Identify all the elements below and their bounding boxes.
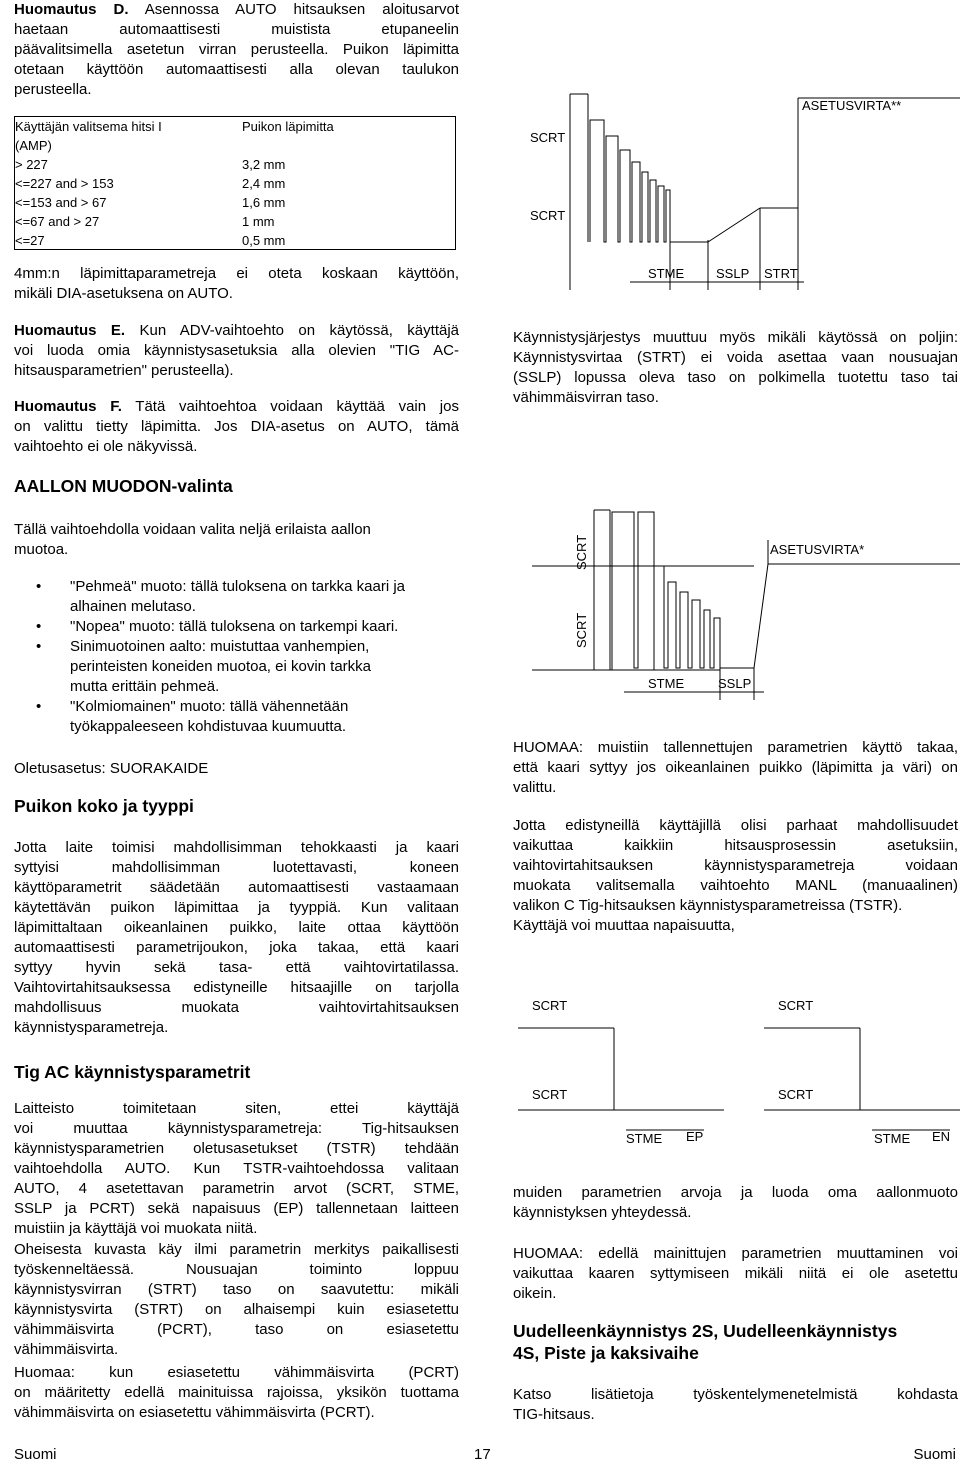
diagram1-caption: Käynnistysjärjestys muuttuu myös mikäli käytössä on poljin: Käynnistysvirtaa (STRT) ei voida asettaa vaan nousuajan (SSLP) lopussa oleva taso on polkimella tuotettu taso tai vähimmäisvirran taso. <box>513 329 958 406</box>
table-cell-range: > 227 <box>15 157 48 172</box>
label-asetusvirta: ASETUSVIRTA** <box>802 98 902 113</box>
note-d <box>14 0 459 100</box>
table-cell-range: <=27 <box>15 233 45 248</box>
list-item: • Sinimuotoinen aalto: muistuttaa vanhempien, perinteisten koneiden muotoa, ei kovin tarkka mutta erittäin pehmeä. <box>36 638 372 695</box>
list-item: • "Kolmiomainen" muoto: tällä vähennetään työkappaleeseen kohdistuvaa kuumuutta. <box>36 698 349 735</box>
advanced-paragraph: Jotta edistyneillä käyttäjillä olisi parhaat mahdollisuudet vaikuttaa kaikkiin hitsausprosessin asetuksiin, vaihtovirtahitsauksen käynnistysparametreja voidaan muokata valitsemalla vaihtoehto MANL (manuaalinen) valikon C Tig-hitsauksen käynnistysparametreissa (TSTR). Käyttäjä voi muuttaa napaisuutta, <box>513 817 958 934</box>
label-stme: STME <box>626 1131 663 1146</box>
label-sslp: SSLP <box>716 266 750 281</box>
label-scrt: SCRT <box>530 130 566 145</box>
start-sequence-diagram-pedal <box>514 80 960 290</box>
restart-heading: Uudelleenkäynnistys 2S, Uudelleenkäynnistys 4S, Piste ja kaksivaihe <box>513 1321 898 1363</box>
note-d-line: perusteella. <box>14 81 92 98</box>
note-d-line: päävalitsimella asetetun virran perusteella. Puikon läpimitta <box>14 41 459 58</box>
note-e: Huomautus E. Kun ADV-vaihtoehto on käytössä, käyttäjä voi luoda omia käynnistysasetuksia alla olevien "TIG AC- hitsausparametrien" perusteella). <box>14 322 460 379</box>
list-item: • "Pehmeä" muoto: tällä tuloksena on tarkka kaari ja alhainen melutaso. <box>36 578 405 615</box>
waveform-list <box>0 577 460 737</box>
table-cell-diameter: 2,4 mm <box>242 176 286 191</box>
label-strt: STRT <box>764 266 798 281</box>
note-e-label: Huomautus E. <box>14 322 126 339</box>
label-scrt: SCRT <box>778 998 814 1013</box>
table-cell-diameter: 0,5 mm <box>242 233 286 248</box>
polarity-diagrams <box>514 980 960 1150</box>
label-sslp: SSLP <box>718 676 752 691</box>
electrode-heading: Puikon koko ja tyyppi <box>14 796 194 816</box>
table-cell-range: <=153 and > 67 <box>15 195 107 210</box>
huomaa-paragraph-2: HUOMAA: edellä mainittujen parametrien muuttaminen voi vaikuttaa kaaren syttymiseen mikäli niitä ei ole asetettu oikein. <box>513 1245 958 1302</box>
table-cell-range: <=227 and > 153 <box>15 176 114 191</box>
label-scrt: SCRT <box>574 612 589 648</box>
label-scrt: SCRT <box>532 1087 568 1102</box>
label-ep: EP <box>686 1129 704 1144</box>
note-d-line: haetaan automaattisesti muistista etupaneelin <box>14 21 459 38</box>
electrode-paragraph: Jotta laite toimisi mahdollisimman tehokkaasti ja kaari syttyisi mahdollisimman luotettavasti, koneen käyttöparametrit säädetään automaattisesti vastaamaan käytettävän puikon läpimittaa ja tyyppiä. Kun valitaan läpimittaltaan oikeanlainen puikko, laite ottaa käyttöön automaattisesti parametrijoukon, joka takaa, että kaari syttyy hyvin sekä tasa- että vaihtovirtatilassa. Vaihtovirtahitsauksessa edistyneille hitsaajille on tarjolla mahdollisuus muokata vaihtovirtahitsauksen käynnistysparametreja. <box>14 839 459 1036</box>
electrode-diameter-table <box>14 116 456 250</box>
footer-language-left: Suomi <box>14 1446 57 1463</box>
label-scrt: SCRT <box>778 1087 814 1102</box>
note-f: Huomautus F. Tätä vaihtoehtoa voidaan käyttää vain jos on valittu tietty läpimitta. Jos DIA-asetus on AUTO, tämä vaihtoehto ei ole näkyvissä. <box>14 398 459 455</box>
label-scrt: SCRT <box>530 208 566 223</box>
after-diagram-paragraph: muiden parametrien arvoja ja luoda oma aallonmuoto käynnistyksen yhteydessä. <box>513 1184 958 1221</box>
table-cell-diameter: 1,6 mm <box>242 195 286 210</box>
note-d-label: Huomautus D. <box>14 1 129 18</box>
tig-paragraph-1: Laitteisto toimitetaan siten, ettei käyttäjä voi muuttaa käynnistysparametreja: Tig-hitsauksen käynnistysparametrien oletusasetukset (TSTR) tehdään vaihtoehdolla AUTO. Kun TSTR-vaihtoehdossa valitaan AUTO, 4 asetettavan parametrin arvot (SCRT, STME, SSLP ja PCRT) sekä napaisuus (EP) tallennetaan laitteen muistiin ja käyttäjä voi muokata niitä. <box>14 1100 459 1237</box>
huomaa-paragraph-1: HUOMAA: muistiin tallennettujen parametrien käyttö takaa, että kaari syttyy jos oikeanlainen puikko (läpimitta ja väri) on valittu. <box>513 739 958 796</box>
table-header-diameter: Puikon läpimitta <box>242 119 334 134</box>
page-number: 17 <box>474 1446 491 1463</box>
tig-paragraph-2: Oheisesta kuvasta käy ilmi parametrin merkitys paikallisesti työskenneltäessä. Nousuajan toiminto loppuu käynnistysvirran (STRT) taso on saavutettu: mikäli käynnistysvirta (STRT) on alhaisempi kuin esiasetettu vähimmäisvirta (PCRT), taso on esiasetettu vähimmäisvirta. <box>14 1241 459 1358</box>
note-d-line: Asennossa AUTO hitsauksen aloitusarvot <box>128 1 460 18</box>
default-setting: Oletusasetus: SUORAKAIDE <box>14 760 209 777</box>
label-scrt: SCRT <box>574 534 589 570</box>
table-header-current: Käyttäjän valitsema hitsi I (AMP) <box>15 119 162 153</box>
table-cell-diameter: 3,2 mm <box>242 157 286 172</box>
tig-heading: Tig AC käynnistysparametrit <box>14 1062 251 1082</box>
table-cell-diameter: 1 mm <box>242 214 275 229</box>
note-d-line: otetaan käyttöön automaattisesti alla olevan taulukon <box>14 61 459 78</box>
table-note: 4mm:n läpimittaparametreja ei oteta koskaan käyttöön, mikäli DIA-asetuksena on AUTO. <box>14 265 459 302</box>
label-stme: STME <box>874 1131 911 1146</box>
waveform-heading: AALLON MUODON-valinta <box>14 476 233 496</box>
waveform-intro: Tällä vaihtoehdolla voidaan valita neljä erilaista aallon muotoa. <box>14 521 371 558</box>
note-f-label: Huomautus F. <box>14 398 122 415</box>
tig-paragraph-3: Huomaa: kun esiasetettu vähimmäisvirta (PCRT) on määritetty edellä mainituissa rajoissa, yksikön tuottama vähimmäisvirta on esiasetettu vähimmäisvirta (PCRT). <box>14 1364 459 1421</box>
label-stme: STME <box>648 676 685 691</box>
restart-paragraph: Katso lisätietoja työskentelymenetelmistä kohdasta TIG-hitsaus. <box>513 1386 958 1423</box>
label-scrt: SCRT <box>532 998 568 1013</box>
label-asetusvirta: ASETUSVIRTA* <box>770 542 865 557</box>
footer-language-right: Suomi <box>913 1446 956 1463</box>
start-sequence-diagram <box>514 500 960 700</box>
label-en: EN <box>932 1129 951 1144</box>
list-item: • "Nopea" muoto: tällä tuloksena on tarkempi kaari. <box>36 618 399 635</box>
label-stme: STME <box>648 266 685 281</box>
table-cell-range: <=67 and > 27 <box>15 214 100 229</box>
